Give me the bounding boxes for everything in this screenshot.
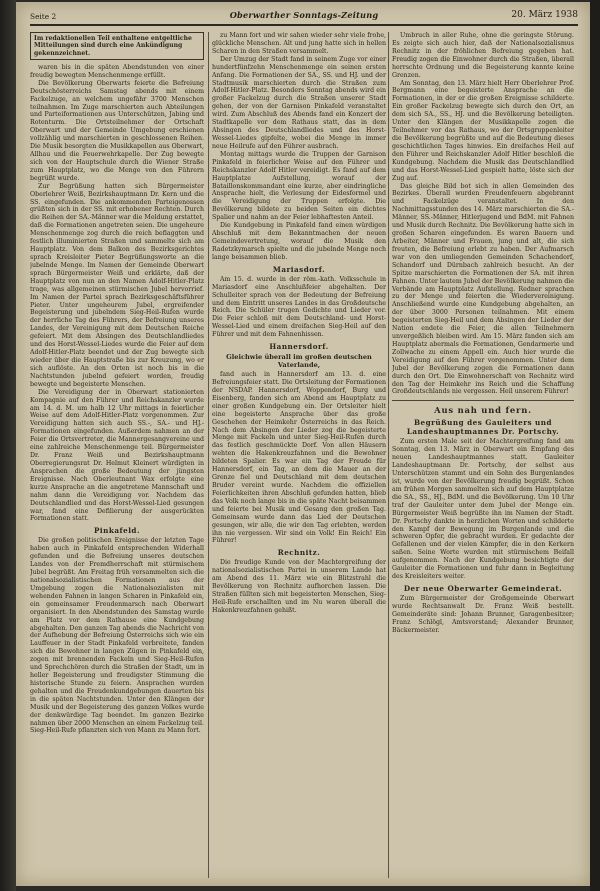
section-heading-hannersdorf: Hannersdorf. — [269, 342, 329, 352]
page-number: Seite 2 — [30, 12, 57, 21]
article-paragraph: Die Bevölkerung Oberwarts feierte die Befreiung Deutschösterreichs Samstag abends mit einem Fackelzuge, an welchem ungefähr 3700 Menschen teilnahmen. Im Zuge marschierten auch Abteilungen und Parteiformationen aus Unterschützen, Jabing und Rotenturm. Die Ortsteilnehmer der Ortschaft Oberwart und der Gemeinde Umgebung erschienen vollzählig und marschierten in geschlossenen Reihen. Die Musik besorgten die Musikkapellen aus Oberwart, Allhau und die Feuerwehrkapelle. Der Zug bewegte sich von der Hauptschule durch die Wiener Straße zum Hauptplatz, wo die Menge von den Führern begrüßt wurde. — [30, 79, 204, 182]
article-paragraph: Montag mittags wurde die Truppen der Garnison Pinkafeld in feierlicher Weise auf den Führer und Reichskanzler Adolf Hitler vereidigt. Es fand auf dem Hauptplatze Aufstellung, worauf der Bataillonskommandant eine kurze, aber eindringliche Ansprache hielt, die Verlesung der Eidesformel und die Vereidigung der Truppen erfolgte. Die Bevölkerung bildete zu beiden Seiten ein dichtes Spalier und nahm an der Feier lebhaftesten Anteil. — [212, 150, 386, 222]
newspaper-page — [16, 2, 590, 886]
page-edge-shadow — [590, 0, 600, 891]
newspaper-title: Oberwarther Sonntags-Zeitung — [229, 10, 379, 20]
section-heading-rechnitz: Rechnitz. — [277, 548, 321, 558]
article-paragraph: fand auch in Hannersdorf am 13. d. eine Befreiungsfeier statt. Die Ortsleitung der Formationen der NSDAP. Hannersdorf, Woppendorf, Burg und Eisenberg, fanden sich am Abend am Hauptplatz zu einer großen Kundgebung ein. Der Ortsleiter hielt eine begeisterte Ansprache über das große Geschehen der Heimkehr Österreichs in das Reich. Nach dem Absingen der Lieder zog die begeisterte Menge mit Fackeln und unter Sieg-Heil-Rufen durch das festlich geschmückte Dorf. Von allen Häusern wehten die Hakenkreuzfahnen und die Bewohner bildeten Spalier. Es war ein Tag der Freude für Hannersdorf, ein Tag, an dem die Mauer an der Grenze fiel und Deutschland mit dem deutschen Bruder vereint wurde. Nachdem die offiziellen Feierlichkeiten ihren Abschluß gefunden hatten, blieb das Volk noch lange bis in die späte Nacht beisammen und feierte bei Musik und Gesang den großen Tag. Gemeinsam wurde dann das Lied der Deutschen gesungen, wir alle, die wir den Tag erlebten, werden ihn nie vergessen. Wir sind ein Volk! Ein Reich! Ein Führer! — [212, 371, 386, 545]
column-1 — [30, 32, 204, 880]
article-paragraph: Die Vereidigung der in Oberwart stationierten Kompagnie auf den Führer und Reichskanzler wurde am 14. d. M. um halb 12 Uhr mittags in feierlicher Weise auf dem Adolf-Hitler-Platz vorgenommen. Zur Vereidigung hatten sich auch SS.-, SA.- und HJ.-Formationen eingefunden. Außerdem nahmen an der Feier die Ortsvertreter, die Mannergesangvereine und eine zahlreiche Menschenmenge teil. Bürgermeister Dr. Franz Weiß und Bezirkshauptmann Oberregierungsrat Dr. Helmut Kleinert würdigten in Ansprachen die große Bedeutung der jüngsten Ereignisse. Nach Oberleutnant Wax erfolgte eine kurze Ansprache an die angetretene Mannschaft und nahm dann die Vereidigung vor. Nachdem das Deutschlandlied und das Horst-Wessel-Lied gesungen war, fand eine Defilierung der ausgerückten Formationen statt. — [30, 388, 204, 523]
article-paragraph: Am Sonntag, den 13. März hielt Herr Oberlehrer Prof. Bergmann eine begeisterte Ansprache an die Formationen, in der er die großen Ereignisse schilderte. Ein großer Fackelzug bewegte sich durch den Ort, an dem sich SA., SS., HJ. und die Bevölkerung beteiligten. Unter den Klängen der Musikkapelle zogen die Teilnehmer vor das Rathaus, wo der Ortsgruppenleiter die Bevölkerung begrüßte und auf die Bedeutung dieses geschichtlichen Tages hinwies. Ein dreifaches Heil auf den Führer und Reichskanzler Adolf Hitler beschloß die Kundgebung. Nachdem die Musik das Deutschlandlied und das Horst-Wessel-Lied gespielt hatte, löste sich der Zug auf. — [392, 79, 574, 182]
section-heading-pinkafeld: Pinkafeld. — [94, 526, 140, 536]
article-paragraph: Umbruch in aller Ruhe, ohne die geringste Störung. Es zeigte sich auch hier, daß der Nationalsozialismus Rechnitz in der fröhlichen Befreiung gegeben hat. Freudig zogen die Einwohner durch die Straßen, überall herrschte Ordnung und die Begeisterung kannte keine Grenzen. — [392, 32, 574, 79]
article-paragraph: waren bis in die späten Abendstunden von einer freudig bewegten Menschenmenge erfüllt. — [30, 63, 204, 79]
column-2 — [212, 32, 386, 880]
article-paragraph: Zum ersten Male seit der Machtergreifung fand am Sonntag, den 13. März in Oberwart ein Empfang des neuen Landeshauptmannes statt. Gauleiter Landeshauptmann Dr. Portschy, der selbst aus Unterschützen stammt und ein Sohn des Burgenlandes ist, wurde von der Bevölkerung freudig begrüßt. Schon am frühen Morgen sammelten sich auf dem Hauptplatze die SA., SS., HJ., BdM. und die Bevölkerung. Um 10 Uhr traf der Gauleiter unter dem Jubel der Menge ein. Bürgermeister Weiß begrüßte ihn im Namen der Stadt. Dr. Portschy dankte in herzlichen Worten und schilderte den Kampf der Bewegung im Burgenlande und die schweren Opfer, die gebracht wurden. Er gedachte der Gefallenen und der vielen Kämpfer, die in den Kerkern saßen. Seine Worte wurden mit stürmischem Beifall aufgenommen. Nach der Kundgebung besichtigte der Gauleiter die Formationen und fuhr dann in Begleitung des Kreisleiters weiter. — [392, 438, 574, 581]
article-heading-begruessung: Begrüßung des Gauleiters und Landeshauptmannes Dr. Portschy. — [406, 418, 560, 437]
article-paragraph: Zur Begrüßung hatten sich Bürgermeister Oberlehrer Weiß, Bezirkshauptmann Dr. Kern und die SS. eingefunden. Die ankommenden Parteigenossen grüßten sich in der SS. mit erhobener Rechten. Durch die Reihen der SA.-Männer war die Meldung erstattet, daß die Formationen angetreten seien. Die ungeheure Menschenmenge zog durch die reich beflaggten und festlich illuminierten Straßen und sammelte sich am Hauptplatz. Von dem Balkon des Bezirksgerichtes sprach Kreisleiter Pieter Begrüßungsworte an die jubelnde Menge. Im Namen der Gemeinde Oberwart sprach Bürgermeister Weiß und erklärte, daß der Hauptplatz von nun an den Namen Adolf-Hitler-Platz trage, was allgemeinen stürmischen Jubel hervorrief. Im Namen der Partei sprach Bezirksgeschäftsführer Pieter. Unter ungeheurem Jubel, ergreifender Begeisterung und jubelndem Sieg-Heil-Rufen wurde der herrliche Tag des Führers, der Befreiung unseres Landes, der Vereinigung mit dem Deutschen Reiche gefeiert. Mit dem Absingen des Deutschlandliedes und des Horst-Wessel-Liedes wurde die Feier auf dem Adolf-Hitler-Platz beendet und der Zug bewegte sich wieder über die Hauptstraße bis zur Kreuzung, wo er sich auflöste. An den Orten ist noch bis in die Nachtstunden jubelnd gefeiert worden, freudig bewegte und begeisterte Menschen. — [30, 182, 204, 388]
page-header — [30, 8, 578, 26]
article-paragraph: Die freudige Kunde von der Machtergreifung der nationalsozialistischen Partei in unserem Lande hat am Abend des 11. März wie ein Blitzstrahl die Bevölkerung von Rechnitz aufhorchen lassen. Die Straßen füllten sich mit begeisterten Menschen, Sieg-Heil-Rufe erschallten und im Nu waren überall die Hakenkreuzfahnen gehißt. — [212, 559, 386, 614]
article-paragraph: Die großen politischen Ereignisse der letzten Tage haben auch in Pinkafeld entsprechenden Widerhall gefunden und die Befreiung unseres deutschen Landes von der Fremdherrschaft mit stürmischem Jubel begrüßt. Am Freitag früh versammelten sich die nationalsozialistischen Formationen aus der Umgebung zogen die Nationalsozialisten mit wehenden Fahnen in langen Scharen in Pinkafeld ein, ein gemeinsamer Freudenmarsch nach Oberwart organisiert. In den Abendstunden des Samstag wurde am Platz vor dem Rathause eine Kundgebung abgehalten. Den ganzen Tag abends die Nachricht von der Aufhebung der Befreiung Österreichs sich wie ein Lauffeuer in der Stadt Pinkafeld verbreitete, fanden sich die Bewohner in langen Zügen in Pinkafeld ein, zogen mit brennenden Fackeln und Sieg-Heil-Rufen und Sprechchören durch die Straßen der Stadt, um in heller Begeisterung und freudigster Stimmung die historische Stunde zu feiern. Ansprachen wurden gehalten und die Freudenkundgebungen dauerten bis in die späten Nachtstunden. Unter den Klängen der Musik und der Begeisterung des ganzen Volkes wurde der denkwürdige Tag beendet. Im ganzen Bezirke nahmen über 2000 Menschen an einem Fackelzug teil. Sieg-Heil-Rufe pflanzten sich von Mann zu Mann fort. — [30, 537, 204, 735]
editorial-notice: Im redaktionellen Teil enthaltene entgeltliche Mitteilungen sind durch eine Ankündigung gekennzeichnet. — [30, 32, 204, 60]
article-paragraph: Die Kundgebung in Pinkafeld fand einen würdigen Abschluß mit dem Bekanntmachen der neuen Gemeindevertretung, worauf die Musik den Radetzkymarsch spielte und die jubelnde Menge noch lange beisammen blieb. — [212, 222, 386, 261]
section-divider — [392, 400, 574, 401]
column-3 — [392, 32, 574, 880]
column-rule — [388, 32, 389, 878]
article-paragraph: Das gleiche Bild bot sich in allen Gemeinden des Bezirkes. Überall wurden Freudenfeuern abgebrannt und Fackelzüge veranstaltet. In den Nachmittagsstunden des 14. März marschierten die SA.-Männer, SS.-Männer, Hitlerjugend und BdM. mit Fahnen und Musik durch Rechnitz. Die Bevölkerung hatte sich in großen Scharen eingefunden. Es waren Bauern und Arbeiter, Männer und Frauen, jung und alt, die sich freuten, die Befreiung erlebt zu haben. Der Aufmarsch war von den umliegenden Gemeinden Schachendorf, Schandorf und Dürnbach zahlreich besucht. An der Spitze marschierten die Formationen der SA. mit ihren Fahnen. Unter lautem Jubel der Bevölkerung nahmen die Verbände am Hauptplatz Aufstellung. Redner sprachen zu der Menge und feierten die Wiedervereinigung. Anschließend wurde eine Kundgebung abgehalten, an der über 3000 Personen teilnahmen. Mit einem begeisterten Sieg-Heil und dem Absingen der Lieder der Nation endete die Feier, die allen Teilnehmern unvergeßlich bleiben wird. Am 15. März fanden sich am Hauptplatz abermals die Formationen, Gendarmerie und Zollwache zu einem Appell ein. Auch hier wurde die Vereidigung auf den Führer vorgenommen. Unter dem Jubel der Bevölkerung zogen die Formationen dann durch den Ort. Die Einwohnerschaft von Rechnitz wird den Tag der Heimkehr ins Reich und die Schaffung Großdeutschlands nie vergessen. Heil unserem Führer! — [392, 182, 574, 396]
issue-date: 20. März 1938 — [511, 10, 578, 20]
article-paragraph: Am 15. d. wurde in der röm.-kath. Volksschule in Mariasdorf eine Anschlußfeier abgehalten. Der Schulleiter sprach von der Bedeutung der Befreiung und dem Eintritt unseres Landes in das Großdeutsche Reich. Die Schüler trugen Gedichte und Lieder vor. Die Feier schloß mit dem Deutschland- und Horst-Wessel-Lied und einem dreifachen Sieg-Heil auf den Führer und mit dem Fahnenhissen. — [212, 275, 386, 339]
article-paragraph: zu Mann fort und wir sahen wieder sehr viele frohe, glückliche Menschen. Alt und jung hatte sich in hellen Scharen in den Straßen versammelt. — [212, 32, 386, 55]
article-paragraph: Der Umzug der Stadt fand in seinem Zuge vor einer hundertfünfzehn Menschenmenge ein seinen ersten Anfang. Die Formationen der SA., SS. und HJ. und der Stadtmusik marschierten durch die Straßen zum Adolf-Hitler-Platz. Besonders Sonntag abends wird ein großer Fackelzug durch die Straßen unserer Stadt gehen, der von der Garnison Pinkafeld veranstaltet wird. Zum Abschluß des Abends fand ein Konzert der Stadtkapelle vor dem Rathaus statt, das in dem Absingen des Deutschlandliedes und des Horst-Wessel-Liedes gipfelte, wobei die Menge in immer neue Heilrufe auf den Führer ausbrach. — [212, 55, 386, 150]
section-title-aus-nah-und-fern: Aus nah und fern. — [434, 405, 532, 416]
article-paragraph: Zum Bürgermeister der Großgemeinde Oberwart wurde Rechtsanwalt Dr. Franz Weiß bestellt. Gemeinderäte sind: Johann Brunner, Garagenbesitzer; Franz Schlögl, Amtsvorstand; Alexander Brunner, Bäckermeister. — [392, 595, 574, 634]
section-heading-mariasdorf: Mariasdorf. — [272, 264, 326, 274]
column-rule — [208, 32, 209, 878]
article-deck: Gleichwie überall im großen deutschen Vaterlande, — [226, 353, 372, 370]
article-heading-gemeinderat: Der neue Oberwarter Gemeinderat. — [403, 584, 563, 593]
book-binding — [0, 0, 16, 891]
